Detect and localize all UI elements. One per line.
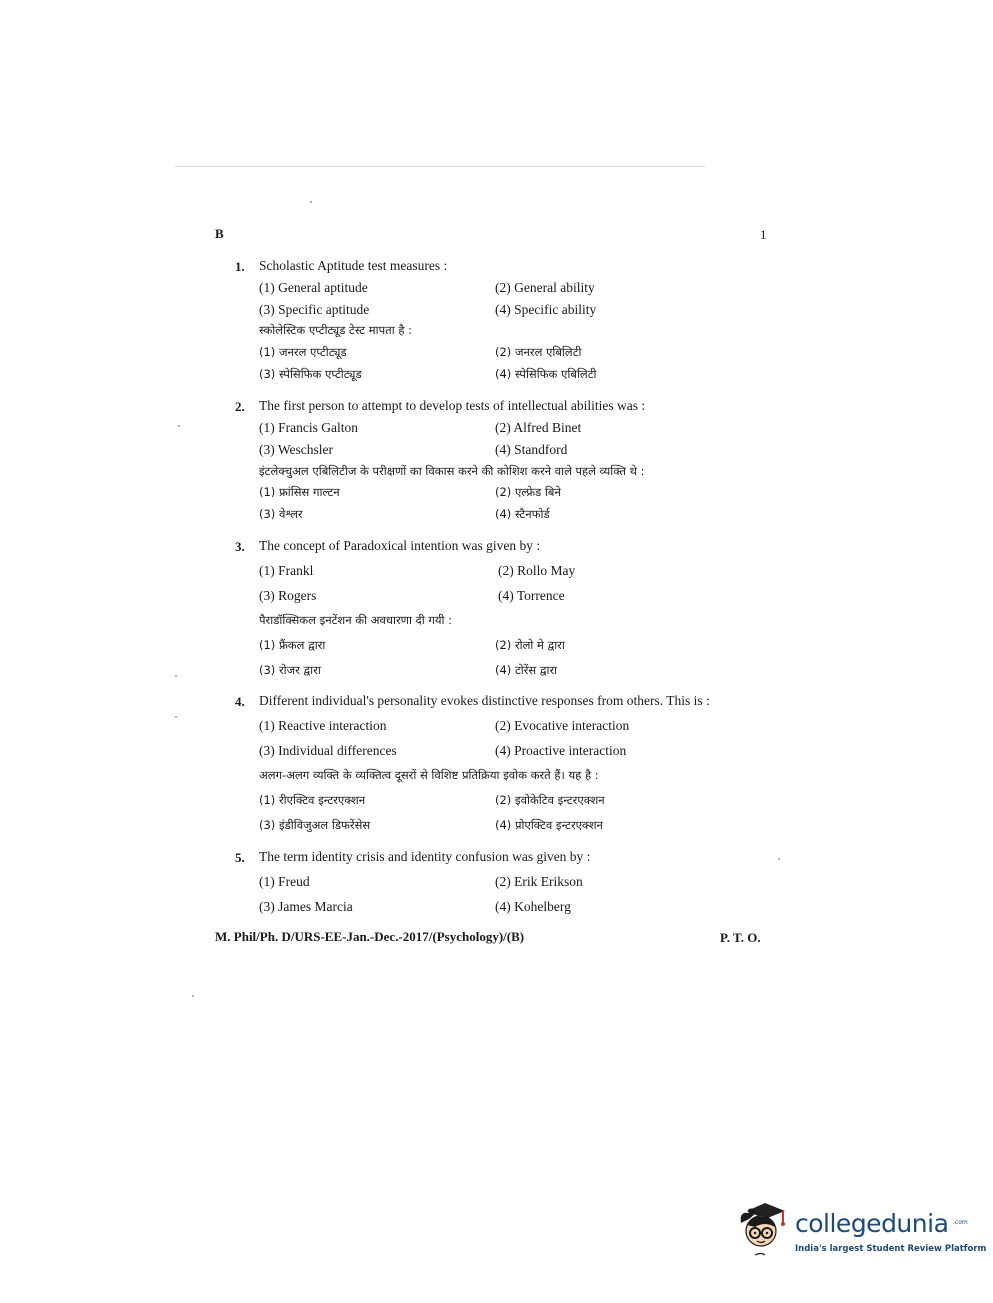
question-number: 3.	[235, 539, 245, 554]
option-4-en: (4) Torrence	[498, 588, 565, 603]
logo-domain: .com	[953, 1219, 968, 1226]
option-4-hi: (4) टोरेंस द्वारा	[495, 663, 558, 677]
question-text-en: Scholastic Aptitude test measures :	[259, 258, 448, 273]
option-1-en: (1) General aptitude	[259, 280, 368, 295]
option-3-en: (3) Rogers	[259, 588, 317, 603]
question-text-en: The first person to attempt to develop tests of intellectual abilities was :	[259, 398, 646, 413]
option-4-en: (4) Standford	[495, 442, 568, 457]
option-1-en: (1) Freud	[259, 874, 310, 889]
top-rule	[175, 166, 705, 167]
student-mascot-icon	[735, 1197, 793, 1257]
question-number: 4.	[235, 694, 245, 709]
option-2-en: (2) Evocative interaction	[495, 718, 630, 733]
option-3-hi: (3) स्पेसिफिक एप्टीट्यूड	[259, 367, 362, 381]
option-4-hi: (4) स्टैनफोर्ड	[495, 507, 550, 521]
option-4-en: (4) Specific ability	[495, 302, 597, 317]
option-3-en: (3) Specific aptitude	[259, 302, 370, 317]
option-2-en: (2) Erik Erikson	[495, 874, 583, 889]
option-3-hi: (3) वेश्लर	[259, 507, 303, 521]
scan-speck	[192, 995, 194, 997]
page-number: 1	[760, 227, 767, 242]
question-text-hi: इंटलेक्चुअल एबिलिटीज के परीक्षणों का विकास करने की कोशिश करने वाले पहले व्यक्ति थे :	[259, 464, 645, 478]
question-text-en: The concept of Paradoxical intention was given by :	[259, 538, 541, 553]
option-3-en: (3) Weschsler	[259, 442, 334, 457]
pto-label: P. T. O.	[720, 930, 761, 945]
exam-code: M. Phil/Ph. D/URS-EE-Jan.-Dec.-2017/(Psychology)/(B)	[215, 929, 525, 944]
option-3-en: (3) James Marcia	[259, 899, 353, 914]
logo-wordmark: collegedunia	[795, 1209, 949, 1238]
question-text-en: Different individual's personality evokes distinctive responses from others. This is :	[259, 693, 710, 708]
option-1-hi: (1) जनरल एप्टीट्यूड	[259, 345, 347, 359]
question-text-hi: पैराडॉक्सिकल इनटेंशन की अवधारणा दी गयी :	[259, 613, 453, 627]
option-4-hi: (4) प्रोएक्टिव इन्टरएक्शन	[495, 818, 603, 832]
option-2-hi: (2) एल्फ्रेड बिने	[495, 485, 561, 499]
option-4-hi: (4) स्पेसिफिक एबिलिटी	[495, 367, 597, 381]
option-4-en: (4) Proactive interaction	[495, 743, 627, 758]
question-text-hi: स्कोलेस्टिक एप्टीट्यूड टेस्ट मापता है :	[259, 323, 412, 337]
option-1-en: (1) Francis Galton	[259, 420, 358, 435]
option-1-en: (1) Frankl	[259, 563, 314, 578]
scan-speck	[778, 858, 780, 860]
scan-speck	[178, 425, 180, 427]
option-4-en: (4) Kohelberg	[495, 899, 571, 914]
option-2-en: (2) Alfred Binet	[495, 420, 582, 435]
question-number: 5.	[235, 850, 245, 865]
logo-tagline: India's largest Student Review Platform	[795, 1244, 987, 1254]
option-2-hi: (2) रोलो मे द्वारा	[495, 638, 565, 652]
question-number: 2.	[235, 399, 245, 414]
scan-speck	[310, 201, 312, 203]
option-2-hi: (2) जनरल एबिलिटी	[495, 345, 582, 359]
option-3-hi: (3) इंडीविजुअल डिफरेंसेस	[259, 818, 371, 832]
option-3-en: (3) Individual differences	[259, 743, 397, 758]
question-text-hi: अलग-अलग व्यक्ति के व्यक्तित्व दूसरों से विशिष्ट प्रतिक्रिया इवोक करते हैं। यह है :	[259, 768, 599, 782]
set-letter: B	[215, 226, 224, 241]
scan-speck	[175, 716, 177, 718]
option-1-hi: (1) फ्रांसिस गाल्टन	[259, 485, 340, 499]
option-2-en: (2) Rollo May	[498, 563, 576, 578]
question-number: 1.	[235, 259, 245, 274]
option-1-hi: (1) रीएक्टिव इन्टरएक्शन	[259, 793, 366, 807]
question-text-en: The term identity crisis and identity confusion was given by :	[259, 849, 591, 864]
option-2-hi: (2) इवोकेटिव इन्टरएक्शन	[495, 793, 605, 807]
option-3-hi: (3) रोजर द्वारा	[259, 663, 321, 677]
collegedunia-logo	[735, 1197, 987, 1267]
scan-speck	[175, 675, 177, 677]
option-1-en: (1) Reactive interaction	[259, 718, 387, 733]
option-2-en: (2) General ability	[495, 280, 595, 295]
option-1-hi: (1) फ्रैंकल द्वारा	[259, 638, 326, 652]
